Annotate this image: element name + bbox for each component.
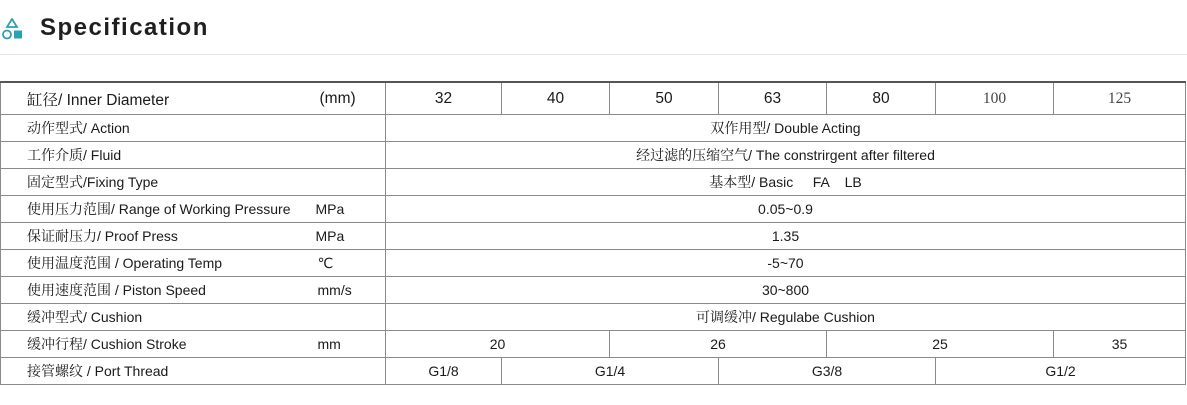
cushion-stroke-cell: 25	[827, 331, 1054, 358]
bore-size-cell: 50	[610, 82, 719, 115]
row-unit: (mm)	[316, 82, 386, 115]
row-unit	[316, 115, 386, 142]
row-label: 固定型式/Fixing Type	[1, 169, 316, 196]
table-row-cushion-stroke	[1, 331, 1186, 358]
row-value: 1.35	[386, 223, 1186, 250]
row-label: 工作介质/ Fluid	[1, 142, 316, 169]
table-row-piston-speed	[1, 277, 1186, 304]
cushion-stroke-cell: 20	[386, 331, 610, 358]
bore-size-cell: 63	[719, 82, 827, 115]
row-value: 双作用型/ Double Acting	[386, 115, 1186, 142]
port-thread-cell: G1/2	[936, 358, 1186, 385]
row-unit: MPa	[316, 196, 386, 223]
table-row-inner-diameter	[1, 82, 1186, 115]
row-unit: mm/s	[316, 277, 386, 304]
table-row-fixing-type	[1, 169, 1186, 196]
row-value: 基本型/ Basic FA LB	[386, 169, 1186, 196]
bore-size-cell: 100	[936, 82, 1054, 115]
bore-size-cell: 40	[502, 82, 610, 115]
row-unit: ℃	[316, 250, 386, 277]
table-row-port-thread	[1, 358, 1186, 385]
bore-size-cell: 80	[827, 82, 936, 115]
port-thread-cell: G3/8	[719, 358, 936, 385]
row-unit: MPa	[316, 223, 386, 250]
row-label: 缓冲行程/ Cushion Stroke	[1, 331, 316, 358]
table-row-action	[1, 115, 1186, 142]
cushion-stroke-cell: 35	[1054, 331, 1186, 358]
bore-size-cell: 32	[386, 82, 502, 115]
page-header	[0, 0, 1187, 56]
row-label: 保证耐压力/ Proof Press	[1, 223, 316, 250]
table-row-operating-temp	[1, 250, 1186, 277]
row-label: 接管螺纹 / Port Thread	[1, 358, 316, 385]
row-value: -5~70	[386, 250, 1186, 277]
page-title: Specification	[40, 14, 209, 41]
row-value: 30~800	[386, 277, 1186, 304]
table-row-working-pressure	[1, 196, 1186, 223]
bore-size-cell: 125	[1054, 82, 1186, 115]
row-label: 动作型式/ Action	[1, 115, 316, 142]
row-unit	[316, 142, 386, 169]
row-value: 0.05~0.9	[386, 196, 1186, 223]
port-thread-cell: G1/4	[502, 358, 719, 385]
row-value: 经过滤的压缩空气/ The constrirgent after filtered	[386, 142, 1186, 169]
table-row-cushion	[1, 304, 1186, 331]
header-divider	[0, 54, 1187, 55]
row-label: 使用速度范围 / Piston Speed	[1, 277, 316, 304]
row-value: 可调缓冲/ Regulabe Cushion	[386, 304, 1186, 331]
table-row-fluid	[1, 142, 1186, 169]
row-label: 缸径/ Inner Diameter	[1, 82, 316, 115]
row-label: 缓冲型式/ Cushion	[1, 304, 316, 331]
row-unit	[316, 304, 386, 331]
cushion-stroke-cell: 26	[610, 331, 827, 358]
row-unit: mm	[316, 331, 386, 358]
row-label: 使用温度范围 / Operating Temp	[1, 250, 316, 277]
port-thread-cell: G1/8	[386, 358, 502, 385]
shapes-logo-icon	[2, 18, 24, 40]
specification-table	[0, 81, 1186, 385]
table-row-proof-press	[1, 223, 1186, 250]
row-unit	[316, 358, 386, 385]
row-label: 使用压力范围/ Range of Working Pressure	[1, 196, 316, 223]
row-unit	[316, 169, 386, 196]
